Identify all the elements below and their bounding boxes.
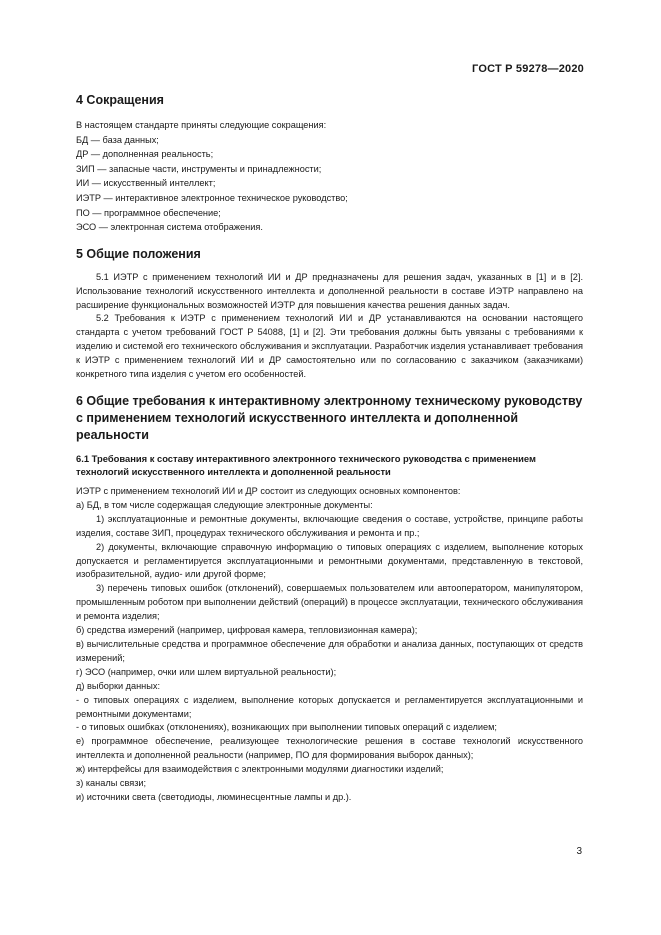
section-4-title: 4 Сокращения [76,93,164,107]
abbreviation-item: ИЭТР — интерактивное электронное техническое руководство; [76,192,348,203]
abbreviations-list [76,118,583,235]
list-item: 2) документы, включающие справочную информацию о типовых операциях с изделием, выполнение которых допускается и регламентируется эксплуатационными и ремонтными документами, представленную в текстовой, изобразительной, аудио- или другой форме; [76,541,583,580]
abbreviations-intro: В настоящем стандарте приняты следующие сокращения: [76,120,327,130]
list-item: а) БД, в том числе содержащая следующие электронные документы: [76,499,373,510]
subsection-6-1-title: 6.1 Требования к составу интерактивного электронного технического руководства с применением технологий искусственного интеллекта и дополненной реальности [76,453,536,477]
abbreviation-item: ДР — дополненная реальность; [76,149,214,160]
document-body [76,92,583,805]
list-item: 3) перечень типовых ошибок (отклонений), совершаемых пользователем или автооператором, манипулятором, промышленным роботом при выполнении действий (операций) в процессе эксплуатации, технического обслуживания и ремонта изделия; [76,583,583,622]
section-6-title: 6 Общие требования к интерактивному электронному техническому руководству с применением технологий искусственного интеллекта и дополненной реальности [76,394,583,442]
paragraph-5-2: 5.2 Требования к ИЭТР с применением технологий ИИ и ДР устанавливаются на основании настоящего стандарта с учетом требований ГОСТ Р 54088, [1] и [2]. Эти требования должны быть увязаны с требованиями к изделию и системой его технического обслуживания и эксплуатации. Разработчик изделия устанавливает требования к ИЭТР с применением технологий ИИ и ДР самостоятельно или по согласованию с заказчиком (заказчиками) конкретного типа изделия с учетом его особенностей. [76,313,583,380]
list-item: и) источники света (светодиоды, люминесцентные лампы и др.). [76,791,352,802]
abbreviation-item: ЗИП — запасные части, инструменты и принадлежности; [76,163,322,174]
paragraph-5-1: 5.1 ИЭТР с применением технологий ИИ и ДР предназначены для решения задач, указанных в [1] и в [2]. Использование технологий искусственного интеллекта и дополненной реальности в составе ИЭТР направлено на расширение функциональных возможностей ИЭТР для повышения качества решения данных задач. [76,271,583,310]
section-5-title: 5 Общие положения [76,246,201,261]
list-item: - о типовых операциях с изделием, выполнение которых допускается и регламентируется эксплуатационными и ремонтными документами; [76,694,583,719]
list-item: б) средства измерений (например, цифровая камера, тепловизионная камера); [76,625,418,636]
list-item: - о типовых ошибках (отклонениях), возникающих при выполнении типовых операций с изделием; [76,722,497,733]
list-item: з) каналы связи; [76,778,147,789]
list-item: г) ЭСО (например, очки или шлем виртуальной реальности); [76,666,337,677]
abbreviation-item: ИИ — искусственный интеллект; [76,178,216,189]
abbreviation-item: БД — база данных; [76,134,159,145]
list-item: е) программное обеспечение, реализующее технологические решения в составе технологий искусственного интеллекта и дополненной реальности (например, ПО для формирования выборок данных); [76,736,583,761]
list-item: 1) эксплуатационные и ремонтные документы, включающие сведения о составе, устройстве, принципе работы изделия, составе ЗИП, процедурах технического обслуживания и ремонта и пр.; [76,513,583,538]
abbreviation-item: ПО — программное обеспечение; [76,207,221,218]
list-item: в) вычислительные средства и программное обеспечение для обработки и анализа данных, поступающих от средств измерений; [76,638,583,663]
list-item: ж) интерфейсы для взаимодействия с электронными модулями диагностики изделий; [76,764,444,775]
components-intro: ИЭТР с применением технологий ИИ и ДР состоит из следующих основных компонентов: [76,486,461,496]
page-number: 3 [576,846,582,857]
standard-header: ГОСТ Р 59278—2020 [472,63,584,75]
list-item: д) выборки данных: [76,680,161,691]
abbreviation-item: ЭСО — электронная система отображения. [76,222,263,233]
